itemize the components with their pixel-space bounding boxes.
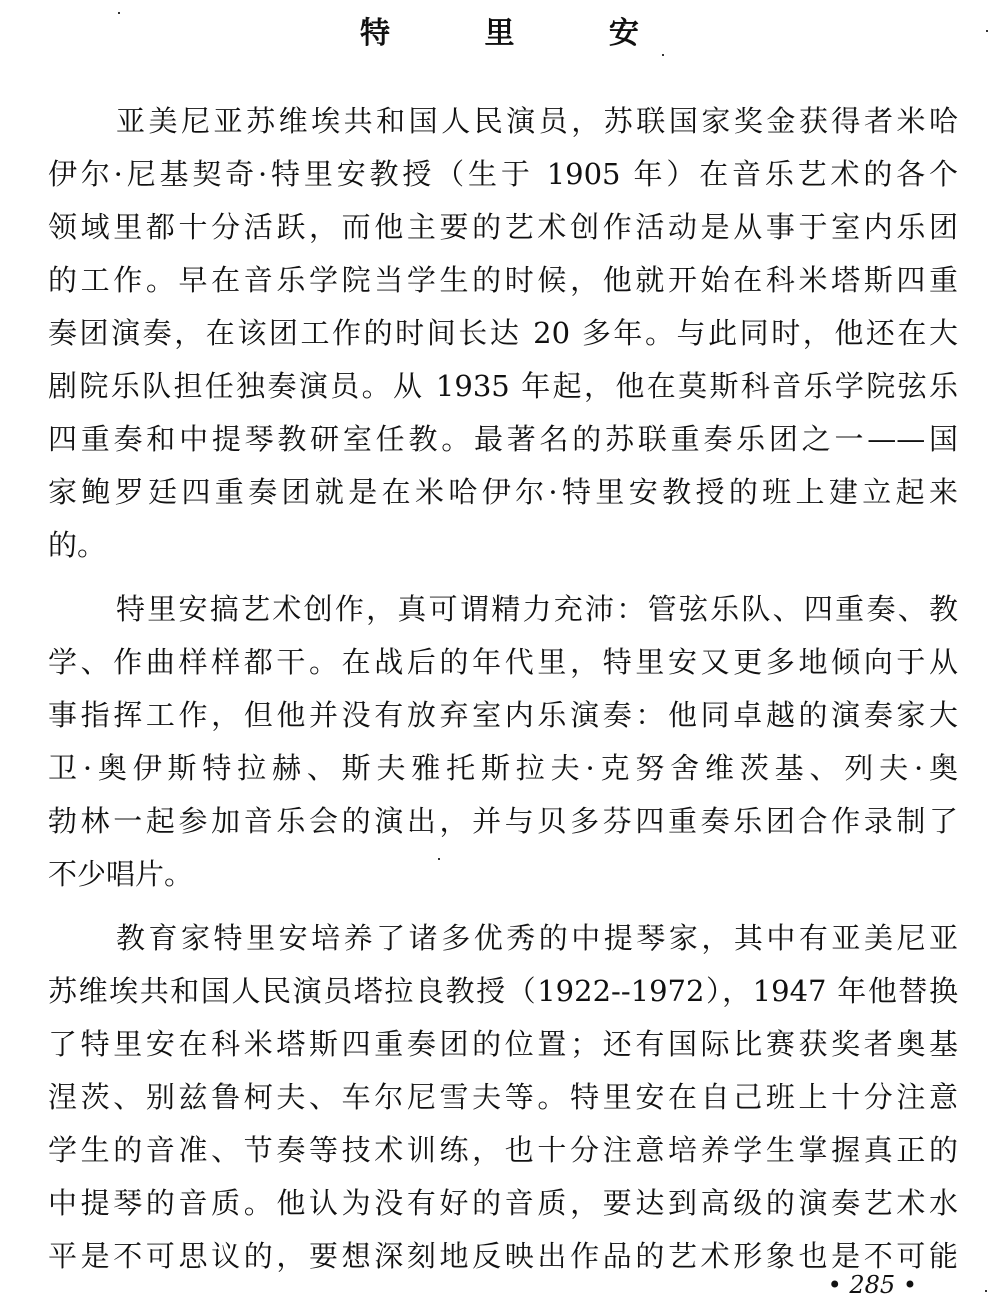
text-line: 的。 [48, 528, 107, 562]
article-body [48, 95, 958, 1294]
scan-speck [985, 1290, 987, 1292]
text-line: 特里安搞艺术创作，真可谓精力充沛：管弦乐队、四重奏、教 [116, 592, 958, 626]
scan-speck [662, 54, 664, 56]
text-line: 学生的音准、节奏等技术训练，也十分注意培养学生掌握真正的 [48, 1133, 958, 1167]
text-line: 事指挥工作，但他并没有放弃室内乐演奏：他同卓越的演奏家大 [48, 698, 958, 732]
text-line: 了特里安在科米塔斯四重奏团的位置；还有国际比赛获奖者奥基 [48, 1027, 958, 1061]
text-line: 不少唱片。 [48, 857, 194, 891]
text-line: 学、作曲样样都干。在战后的年代里，特里安又更多地倾向于从 [48, 645, 958, 679]
text-line: 教育家特里安培养了诸多优秀的中提琴家，其中有亚美尼亚 [116, 921, 958, 955]
text-line: 奏团演奏，在该团工作的时间长达 20 多年。与此同时，他还在大 [48, 316, 958, 350]
page-number: • 285 • [827, 1271, 917, 1299]
text-line: 的工作。早在音乐学院当学生的时候，他就开始在科米塔斯四重 [48, 263, 958, 297]
text-line: 勃林一起参加音乐会的演出，并与贝多芬四重奏乐团合作录制了 [48, 804, 958, 838]
text-line: 剧院乐队担任独奏演员。从 1935 年起，他在莫斯科音乐学院弦乐 [48, 369, 958, 403]
text-line: 四重奏和中提琴教研室任教。最著名的苏联重奏乐团之一——国 [48, 422, 958, 456]
page-title: 特 里 安 [360, 16, 681, 51]
scan-speck [118, 12, 120, 14]
paragraph-2 [48, 583, 958, 901]
text-line: 涅茨、别兹鲁柯夫、车尔尼雪夫等。特里安在自己班上十分注意 [48, 1080, 958, 1114]
paragraph-1 [48, 95, 958, 572]
text-line: 卫·奥伊斯特拉赫、斯夫雅托斯拉夫·克努舍维茨基、列夫·奥 [48, 751, 958, 785]
paragraph-3 [48, 912, 958, 1283]
text-line: 伊尔·尼基契奇·特里安教授（生于 1905 年）在音乐艺术的各个 [48, 157, 958, 191]
text-line: 领域里都十分活跃，而他主要的艺术创作活动是从事于室内乐团 [48, 210, 958, 244]
text-line: 家鲍罗廷四重奏团就是在米哈伊尔·特里安教授的班上建立起来 [48, 475, 958, 509]
text-line: 平是不可思议的，要想深刻地反映出作品的艺术形象也是不可能 [48, 1239, 958, 1273]
scan-speck [438, 858, 440, 860]
text-line: 苏维埃共和国人民演员塔拉良教授（1922--1972），1947 年他替换 [48, 974, 958, 1008]
text-line: 中提琴的音质。他认为没有好的音质，要达到高级的演奏艺术水 [48, 1186, 958, 1220]
text-line: 亚美尼亚苏维埃共和国人民演员，苏联国家奖金获得者米哈 [116, 104, 958, 138]
scan-speck [986, 30, 988, 32]
